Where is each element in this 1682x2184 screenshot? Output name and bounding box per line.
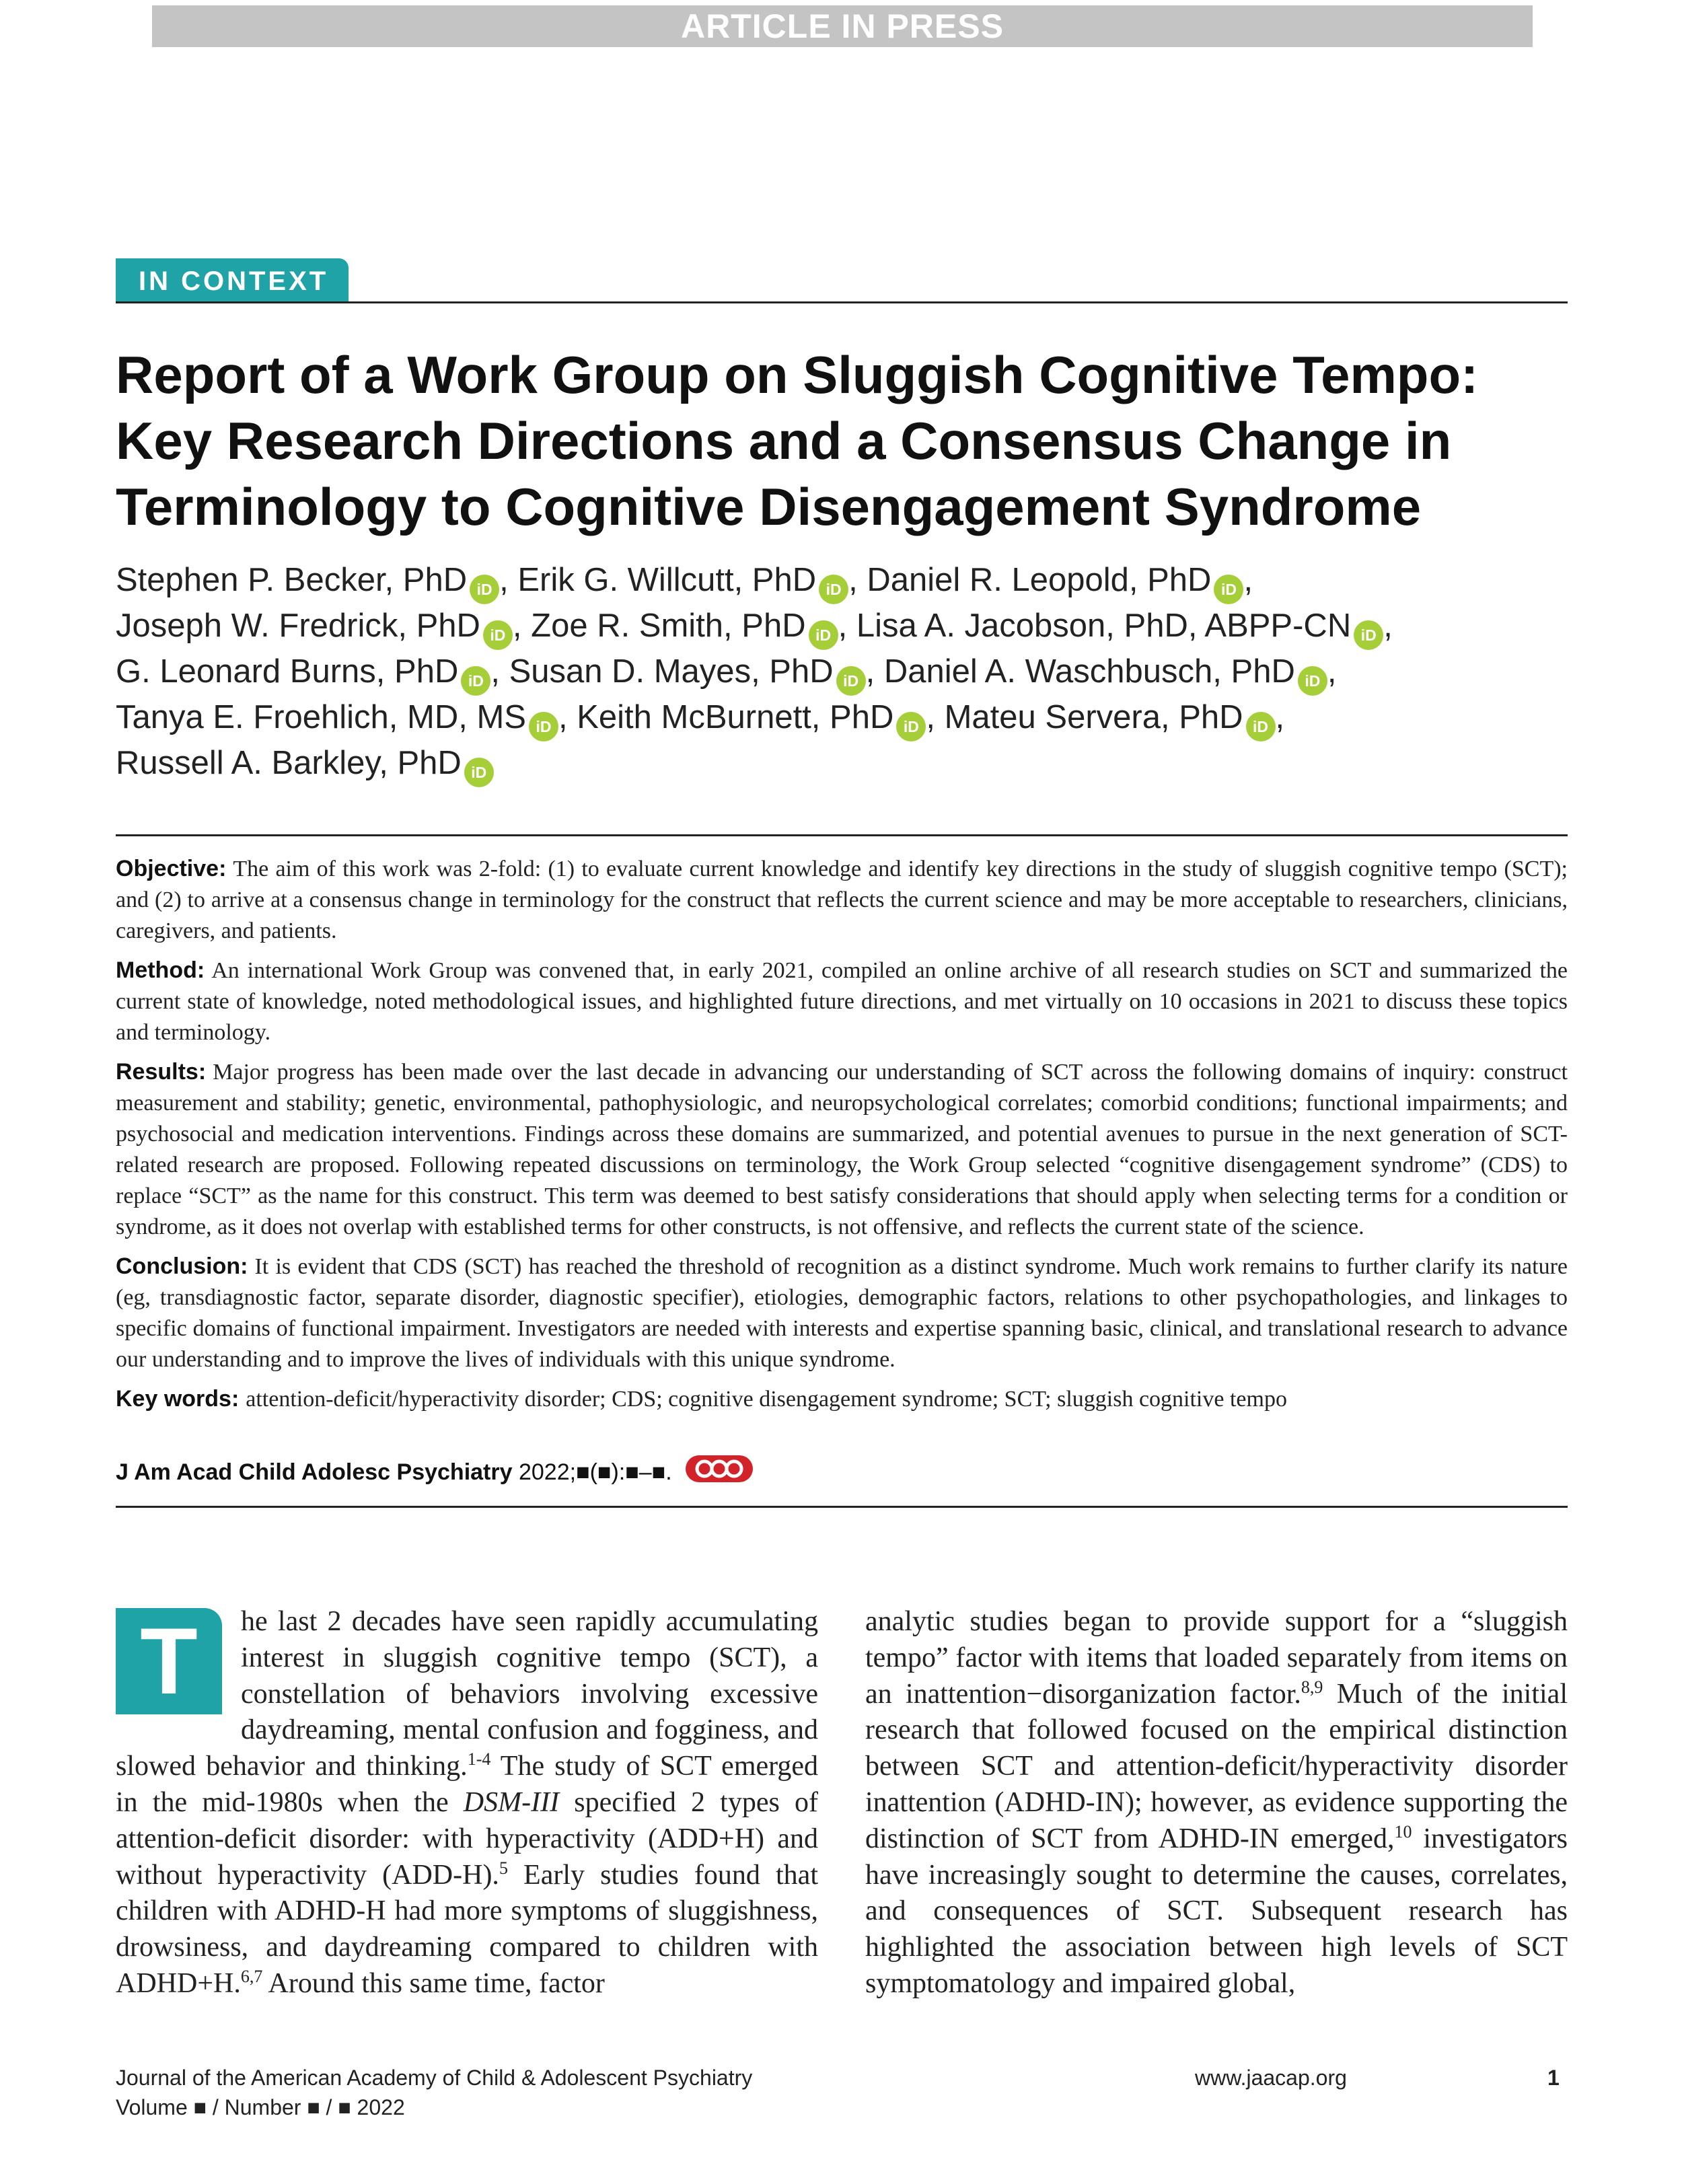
- reference-link[interactable]: 10: [1394, 1821, 1412, 1842]
- abstract-bottom-rule: [116, 1506, 1568, 1508]
- author-name[interactable]: Keith McBurnett, PhD: [577, 699, 894, 735]
- author-separator: ,: [1327, 653, 1337, 690]
- body-text: Much of the initial research that followed focused on the empirical distinction between SCT and attention-deficit/hyperactivity disorder inattention (ADHD-IN); however, as evidence supporting the distinction of SCT from ADHD-IN emerged,: [865, 1678, 1568, 1854]
- author-name[interactable]: Stephen P. Becker, PhD: [116, 562, 468, 598]
- article-in-press-banner: ARTICLE IN PRESS: [152, 5, 1533, 47]
- citation-line: [116, 1453, 754, 1494]
- reference-link[interactable]: 8,9: [1301, 1677, 1323, 1697]
- author-name[interactable]: Mateu Servera, PhD: [944, 699, 1243, 735]
- author-separator: ,: [1383, 608, 1393, 644]
- body-text: he last 2 decades have seen rapidly accumulating interest in sluggish cognitive tempo (SCT), a constellation of behaviors involving excessive daydreaming, mental confusion and fogginess, and slowed behavior and thinking.: [116, 1606, 818, 1782]
- abstract-top-rule: [116, 834, 1568, 836]
- section-tag: IN CONTEXT: [116, 258, 349, 303]
- orcid-icon[interactable]: iD: [483, 620, 513, 650]
- author-separator: ,: [926, 699, 945, 735]
- page-number: 1: [1547, 2066, 1560, 2090]
- author-name[interactable]: Erik G. Willcutt, PhD: [517, 562, 817, 598]
- drop-cap: T: [116, 1608, 222, 1714]
- abstract-keywords: [116, 1383, 1568, 1415]
- reference-link[interactable]: 6,7: [240, 1966, 263, 1986]
- results-heading: Results:: [116, 1059, 207, 1085]
- author-name[interactable]: Russell A. Barkley, PhD: [116, 745, 462, 781]
- footer-journal: [116, 2063, 752, 2122]
- article-title: Report of a Work Group on Sluggish Cognitive Tempo: Key Research Directions and a Consensus Change in Terminology to Cognitive Disengagement Syndrome: [116, 345, 1479, 536]
- orcid-icon[interactable]: iD: [1214, 575, 1243, 604]
- author-name[interactable]: Zoe R. Smith, PhD: [531, 608, 806, 644]
- author-separator: ,: [499, 562, 518, 598]
- body-text: The study of SCT emerged in the mid-1980s when the: [116, 1751, 818, 1818]
- orcid-icon[interactable]: iD: [464, 758, 494, 787]
- author-separator: ,: [848, 562, 867, 598]
- body-text: specified 2 types of attention-deficit disorder: with hyperactivity (ADD+H) and without hyperactivity (ADD-H).: [116, 1786, 818, 1891]
- objective-heading: Objective:: [116, 856, 227, 881]
- orcid-icon[interactable]: iD: [1298, 666, 1327, 696]
- conclusion-heading: Conclusion:: [116, 1253, 248, 1279]
- body-column-right: [865, 1604, 1568, 2002]
- body-text: investigators have increasingly sought to determine the causes, correlates, and consequences of SCT. Subsequent research has highlighted the association between high levels of SCT symptomatology and impaired global,: [865, 1823, 1568, 1999]
- section-rule: [116, 301, 1568, 303]
- author-separator: ,: [865, 653, 884, 690]
- author-name[interactable]: Tanya E. Froehlich, MD, MS: [116, 699, 526, 735]
- orcid-icon[interactable]: iD: [461, 666, 490, 696]
- reference-link[interactable]: 5: [499, 1858, 508, 1878]
- author-separator: ,: [1275, 699, 1285, 735]
- orcid-icon[interactable]: iD: [836, 666, 866, 696]
- citation-details: 2022;■(■):■–■.: [518, 1459, 672, 1485]
- body-text: Around this same time, factor: [262, 1967, 605, 1999]
- body-text: analytic studies began to provide support for a “sluggish tempo” factor with items that loaded separately from items on an inattention−disorganization factor.: [865, 1606, 1568, 1710]
- conclusion-text: It is evident that CDS (SCT) has reached the threshold of recognition as a distinct syndrome. Much work remains to further clarify its nature (eg, transdiagnostic factor, separate disorder, diagnostic specifier), etiologies, demographic factors, relations to other psychopathologies, and linkages to specific domains of functional impairment. Investigators are needed with interests and expertise spanning basic, clinical, and translational research to advance our understanding and to improve the lives of individuals with this unique syndrome.: [116, 1254, 1568, 1372]
- author-name[interactable]: Daniel R. Leopold, PhD: [867, 562, 1212, 598]
- footer-url[interactable]: www.jaacap.org: [1195, 2066, 1347, 2090]
- abstract: [116, 853, 1568, 1423]
- orcid-icon[interactable]: iD: [470, 575, 499, 604]
- author-separator: ,: [838, 608, 856, 644]
- orcid-icon[interactable]: iD: [809, 620, 838, 650]
- citation-journal: J Am Acad Child Adolesc Psychiatry: [116, 1459, 513, 1485]
- body-italic: DSM-III: [463, 1786, 560, 1818]
- author-name[interactable]: G. Leonard Burns, PhD: [116, 653, 459, 690]
- crossmark-icon[interactable]: [684, 1453, 754, 1494]
- keywords-heading: Key words:: [116, 1386, 240, 1412]
- abstract-results: [116, 1056, 1568, 1243]
- author-name[interactable]: Lisa A. Jacobson, PhD, ABPP-CN: [856, 608, 1352, 644]
- author-name[interactable]: Daniel A. Waschbusch, PhD: [883, 653, 1295, 690]
- orcid-icon[interactable]: iD: [819, 575, 848, 604]
- body-paragraph: [865, 1604, 1568, 2002]
- method-heading: Method:: [116, 957, 205, 983]
- body-text: Early studies found that children with ADHD-H had more symptoms of sluggishness, drowsiness, and daydreaming compared to children with ADHD+H.: [116, 1859, 818, 1999]
- footer-journal-name: Journal of the American Academy of Child & Adolescent Psychiatry: [116, 2066, 753, 2090]
- results-text: Major progress has been made over the last decade in advancing our understanding of SCT across the following domains of inquiry: construct measurement and stability; genetic, environmental, pathophysiologic, and neuropsychological correlates; comorbid conditions; functional impairments; and psychosocial and medication interventions. Findings across these domains are summarized, and potential avenues to pursue in the next generation of SCT-related research are proposed. Following repeated discussions on terminology, the Work Group selected “cognitive disengagement syndrome” (CDS) to replace “SCT” as the name for this construct. This term was deemed to best satisfy considerations that should apply when selecting terms for a condition or syndrome, as it does not overlap with established terms for other constructs, is not offensive, and reflects the current state of the science.: [116, 1060, 1568, 1239]
- author-list: [116, 558, 1562, 787]
- abstract-method: [116, 955, 1568, 1048]
- abstract-objective: [116, 853, 1568, 947]
- footer-volume: Volume ■ / Number ■ / ■ 2022: [116, 2095, 405, 2119]
- author-name[interactable]: Joseph W. Fredrick, PhD: [116, 608, 480, 644]
- orcid-icon[interactable]: iD: [529, 712, 558, 741]
- author-separator: ,: [558, 699, 577, 735]
- method-text: An international Work Group was convened that, in early 2021, compiled an online archive of all research studies on SCT and summarized the current state of knowledge, noted methodological issues, and highlighted future directions, and met virtually on 10 occasions in 2021 to discuss these topics and terminology.: [116, 958, 1568, 1045]
- orcid-icon[interactable]: iD: [1246, 712, 1276, 741]
- author-separator: ,: [1243, 562, 1253, 598]
- objective-text: The aim of this work was 2-fold: (1) to evaluate current knowledge and identify key directions in the study of sluggish cognitive tempo (SCT); and (2) to arrive at a consensus change in terminology for the construct that reflects the current science and may be more acceptable to researchers, clinicians, caregivers, and patients.: [116, 857, 1568, 943]
- reference-link[interactable]: 1-4: [467, 1749, 491, 1770]
- author-separator: ,: [490, 653, 509, 690]
- author-separator: ,: [512, 608, 532, 644]
- abstract-conclusion: [116, 1251, 1568, 1375]
- author-name[interactable]: Susan D. Mayes, PhD: [509, 653, 834, 690]
- orcid-icon[interactable]: iD: [1354, 620, 1383, 650]
- body-paragraph: [116, 1604, 818, 2002]
- body-column-left: [116, 1604, 818, 2002]
- keywords-text: attention-deficit/hyperactivity disorder; CDS; cognitive disengagement syndrome; SCT; sluggish cognitive tempo: [246, 1387, 1287, 1412]
- orcid-icon[interactable]: iD: [896, 712, 926, 741]
